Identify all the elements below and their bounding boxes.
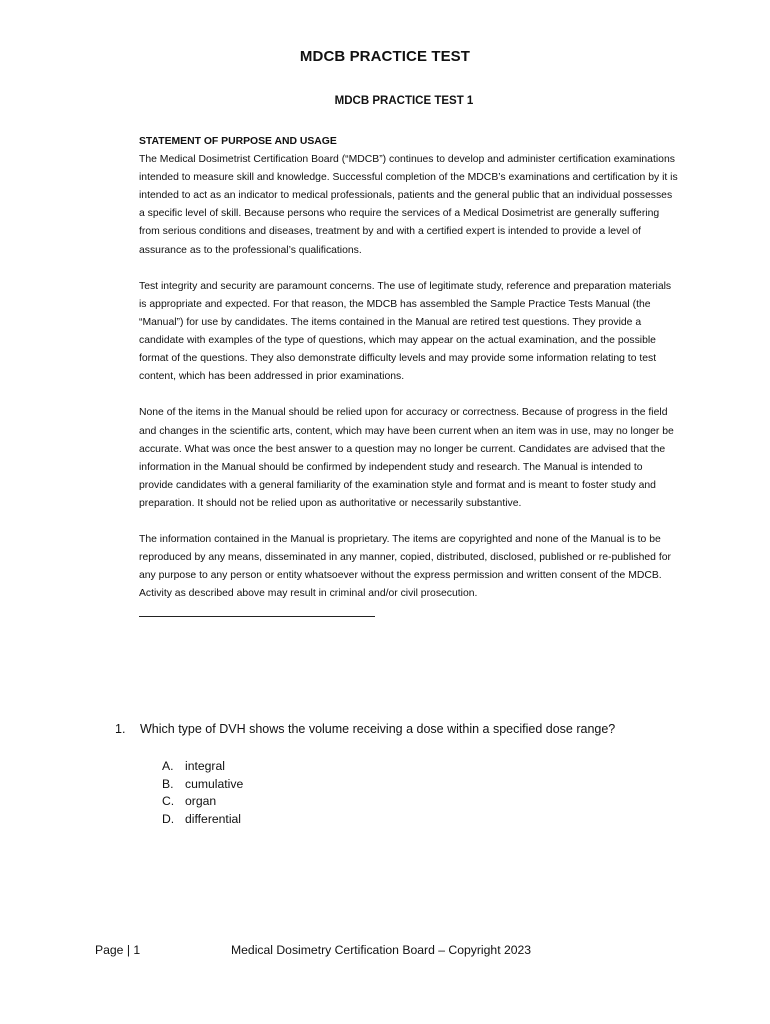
paragraph: The Medical Dosimetrist Certification Board (“MDCB”) continues to develop and administer certification examinations intended to measure skill and knowledge. Successful completion of the MDCB’s examinations and certification by it is intended to act as an indicator to medical professionals, patients and the general public that an individual possesses a specific level of skill. Because persons who require the services of a Medical Dosimetrist are generally suffering from serious conditions and diseases, treatment by and with a certified expert is intended to provide a level of assurance as to the professional’s qualifications. xyxy=(139,154,678,256)
option-text: cumulative xyxy=(185,776,244,791)
paragraph: Test integrity and security are paramount concerns. The use of legitimate study, reference and preparation materials is appropriate and expected. For that reason, the MDCB has assembled the Sample Practice Tests Manual (the “Manual”) for use by candidates. The items contained in the Manual are retired test questions. They provide a candidate with examples of the type of questions, which may appear on the actual examination, and the possible format of the questions. They also demonstrate difficulty levels and may provide some information relating to test content, which has been addressed in prior examinations. xyxy=(139,280,672,383)
option-text: differential xyxy=(185,811,242,826)
question-text: Which type of DVH shows the volume receiving a dose within a specified dose range? xyxy=(140,722,616,736)
answer-option xyxy=(162,758,243,776)
question-number: 1. xyxy=(115,722,126,736)
paragraph: None of the items in the Manual should be relied upon for accuracy or correctness. Because of progress in the field and changes in the scientific arts, content, which may have been current when an item was in use, may no longer be accurate. What was once the best answer to a question may no longer be current. Candidates are advised that the information in the Manual should be confirmed by independent study and research. The Manual is intended to provide candidates with a general familiarity of the examination style and format and is meant to foster study and preparation. It should not be relied upon as authoritative or necessarily substantive. xyxy=(139,407,674,509)
option-letter: B. xyxy=(162,776,174,791)
answer-option xyxy=(162,776,243,794)
question-item xyxy=(115,722,615,736)
option-letter: C. xyxy=(162,794,175,809)
answer-options xyxy=(162,758,243,828)
horizontal-rule xyxy=(139,604,375,617)
answer-option xyxy=(162,793,243,811)
paragraph: The information contained in the Manual is proprietary. The items are copyrighted and none of the Manual is to be reproduced by any means, disseminated in any manner, copied, distributed, disclosed, published or re-published for any purpose to any person or entity whatsoever without the express permission and written consent of the MDCB. Activity as described above may result in criminal and/or civil prosecution. xyxy=(139,534,671,600)
purpose-statement xyxy=(139,133,679,617)
document-subtitle: MDCB PRACTICE TEST 1 xyxy=(334,95,474,107)
document-title: MDCB PRACTICE TEST xyxy=(299,48,471,65)
section-heading: STATEMENT OF PURPOSE AND USAGE xyxy=(139,136,337,147)
copyright-notice: Medical Dosimetry Certification Board – Copyright 2023 xyxy=(231,943,532,957)
answer-option xyxy=(162,811,243,829)
option-letter: A. xyxy=(162,759,174,773)
option-text: organ xyxy=(185,794,217,809)
option-letter: D. xyxy=(162,811,175,826)
page-number: Page | 1 xyxy=(95,943,141,957)
option-text: integral xyxy=(185,759,225,773)
